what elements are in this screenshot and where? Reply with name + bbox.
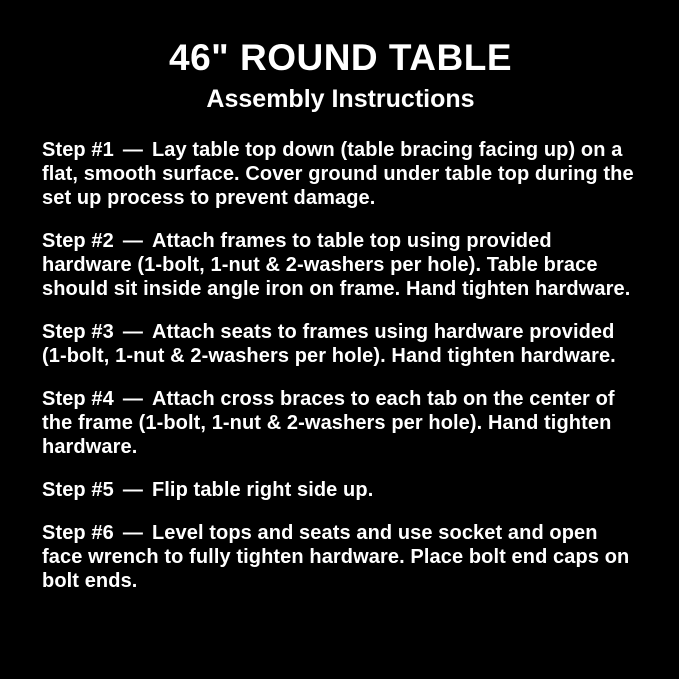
step-paragraph-2 [42,229,639,301]
step-paragraph-4 [42,387,639,459]
step-label: Step #3 [42,321,114,344]
step-label: Step #4 [42,388,114,411]
step-paragraph-1 [42,138,639,210]
page-subtitle: Assembly Instructions [206,84,475,113]
step-paragraph-5 [42,478,639,502]
step-paragraph-3 [42,320,639,368]
step-text: Level tops and seats and use socket and open face wrench to fully tighten hardware. Place bolt end caps on bolt ends. [42,522,630,593]
steps-list [42,138,639,593]
page-title: 46" ROUND TABLE [169,37,512,78]
step-text: Attach seats to frames using hardware provided (1-bolt, 1-nut & 2-washers per hole). Hand tighten hardware. [42,321,616,368]
step-text: Flip table right side up. [151,479,374,502]
step-text: Attach frames to table top using provided hardware (1-bolt, 1-nut & 2-washers per hole). Table brace should sit inside angle iron on frame. Hand tighten hardware. [42,230,631,301]
step-paragraph-6 [42,521,639,593]
step-text: Attach cross braces to each tab on the center of the frame (1-bolt, 1-nut & 2-washers per hole). Hand tighten hardware. [42,388,615,459]
step-label: Step #6 [42,522,114,545]
step-separator: — [122,479,143,502]
step-separator: — [122,139,143,162]
step-label: Step #1 [42,139,114,162]
step-separator: — [122,522,143,545]
step-separator: — [122,321,143,344]
step-label: Step #2 [42,230,114,253]
step-separator: — [122,388,143,411]
step-separator: — [122,230,143,253]
step-text: Lay table top down (table bracing facing up) on a flat, smooth surface. Cover ground under table top during the set up process to prevent damage. [42,139,634,210]
step-label: Step #5 [42,479,114,502]
